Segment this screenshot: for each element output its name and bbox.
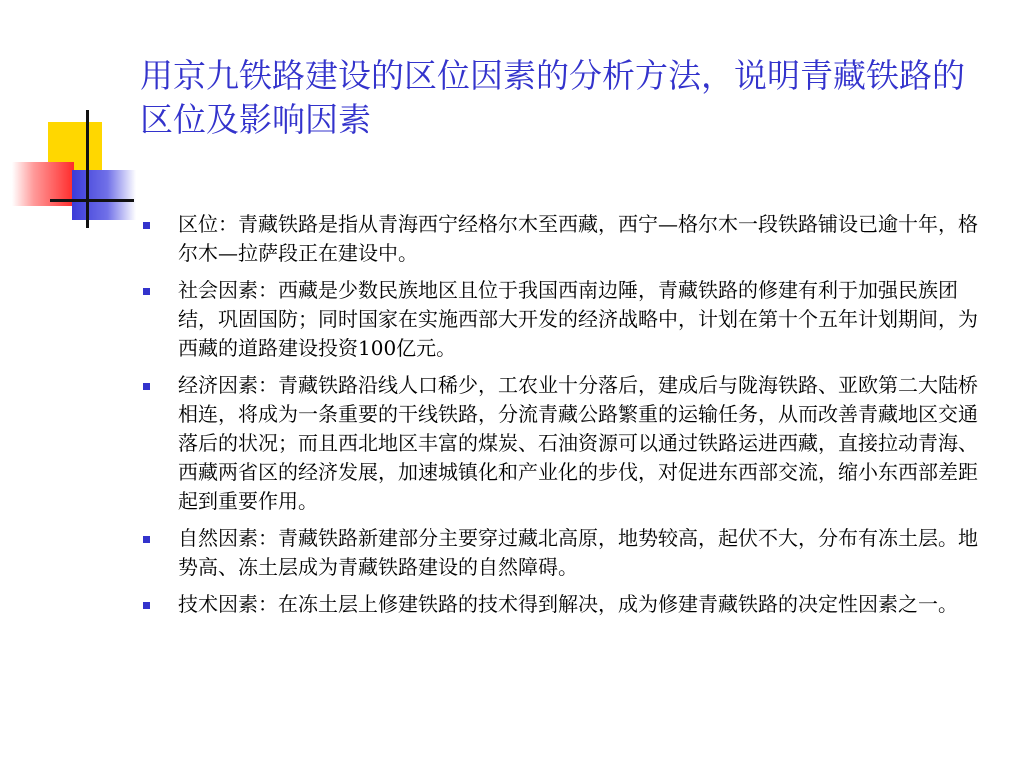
bullet-item (140, 524, 995, 582)
bullet-text-technical-factors: 技术因素：在冻土层上修建铁路的技术得到解决，成为修建青藏铁路的决定性因素之一。 (178, 592, 958, 616)
square-bullet-icon (143, 222, 150, 229)
bullet-item (140, 371, 995, 516)
bullet-text-economic-factors: 经济因素：青藏铁路沿线人口稀少，工农业十分落后，建成后与陇海铁路、亚欧第二大陆桥相连，将成为一条重要的干线铁路，分流青藏公路繁重的运输任务，从而改善青藏地区交通落后的状况；而且西北地区丰富的煤炭、石油资源可以通过铁路运进西藏，直接拉动青海、西藏两省区的经济发展，加速城镇化和产业化的步伐，对促进东西部交流，缩小东西部差距起到重要作用。 (178, 373, 978, 513)
square-bullet-icon (143, 602, 150, 609)
logo-blue-gradient-bar (72, 170, 136, 220)
square-bullet-icon (143, 536, 150, 543)
bullet-item (140, 590, 995, 619)
bullet-item (140, 276, 995, 363)
logo-horizontal-line (50, 199, 134, 202)
square-bullet-icon (143, 383, 150, 390)
bullet-text-social-factors: 社会因素：西藏是少数民族地区且位于我国西南边陲，青藏铁路的修建有利于加强民族团结，巩固国防；同时国家在实施西部大开发的经济战略中，计划在第十个五年计划期间，为西藏的道路建设投资100亿元。 (178, 278, 978, 360)
logo-vertical-line (86, 110, 89, 228)
bullet-text-location: 区位：青藏铁路是指从青海西宁经格尔木至西藏，西宁—格尔木一段铁路铺设已逾十年，格尔木—拉萨段正在建设中。 (178, 212, 978, 265)
slide-title: 用京九铁路建设的区位因素的分析方法，说明青藏铁路的区位及影响因素 (140, 56, 965, 139)
bullet-item (140, 210, 995, 268)
bullet-text-natural-factors: 自然因素：青藏铁路新建部分主要穿过藏北高原，地势较高，起伏不大，分布有冻土层。地势高、冻土层成为青藏铁路建设的自然障碍。 (178, 526, 978, 579)
bullet-list (140, 210, 995, 627)
square-bullet-icon (143, 288, 150, 295)
